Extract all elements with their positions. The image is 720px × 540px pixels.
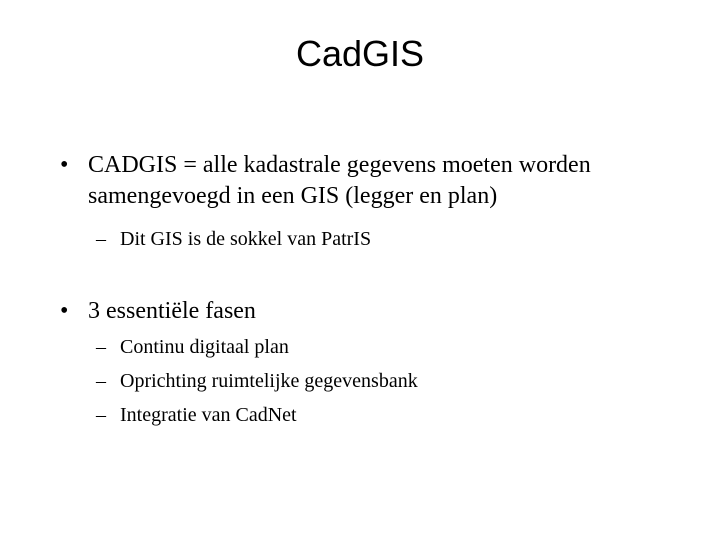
- sub-bullet-marker: –: [96, 404, 106, 426]
- bullet-item: [60, 296, 680, 327]
- sub-bullet-text: Dit GIS is de sokkel van PatrIS: [120, 228, 372, 250]
- sub-bullet-item: [96, 402, 676, 428]
- sub-bullet-item: [96, 368, 676, 394]
- sub-bullet-text: Integratie van CadNet: [120, 404, 297, 426]
- sub-bullet-marker: –: [96, 370, 106, 392]
- bullet-item: [60, 150, 680, 212]
- sub-bullet-text: Continu digitaal plan: [120, 336, 289, 358]
- bullet-text: 3 essentiële fasen: [88, 298, 256, 324]
- bullet-text: CADGIS = alle kadastrale gegevens moeten worden samengevoegd in een GIS (legger en plan): [88, 152, 591, 209]
- sub-bullet-marker: –: [96, 336, 106, 358]
- bullet-marker: •: [60, 152, 69, 178]
- sub-bullet-marker: –: [96, 228, 106, 250]
- bullet-marker: •: [60, 298, 69, 324]
- sub-bullet-item: [96, 334, 676, 360]
- sub-bullet-text: Oprichting ruimtelijke gegevensbank: [120, 370, 418, 392]
- slide-title: CadGIS: [295, 33, 425, 74]
- sub-bullet-item: [96, 226, 676, 252]
